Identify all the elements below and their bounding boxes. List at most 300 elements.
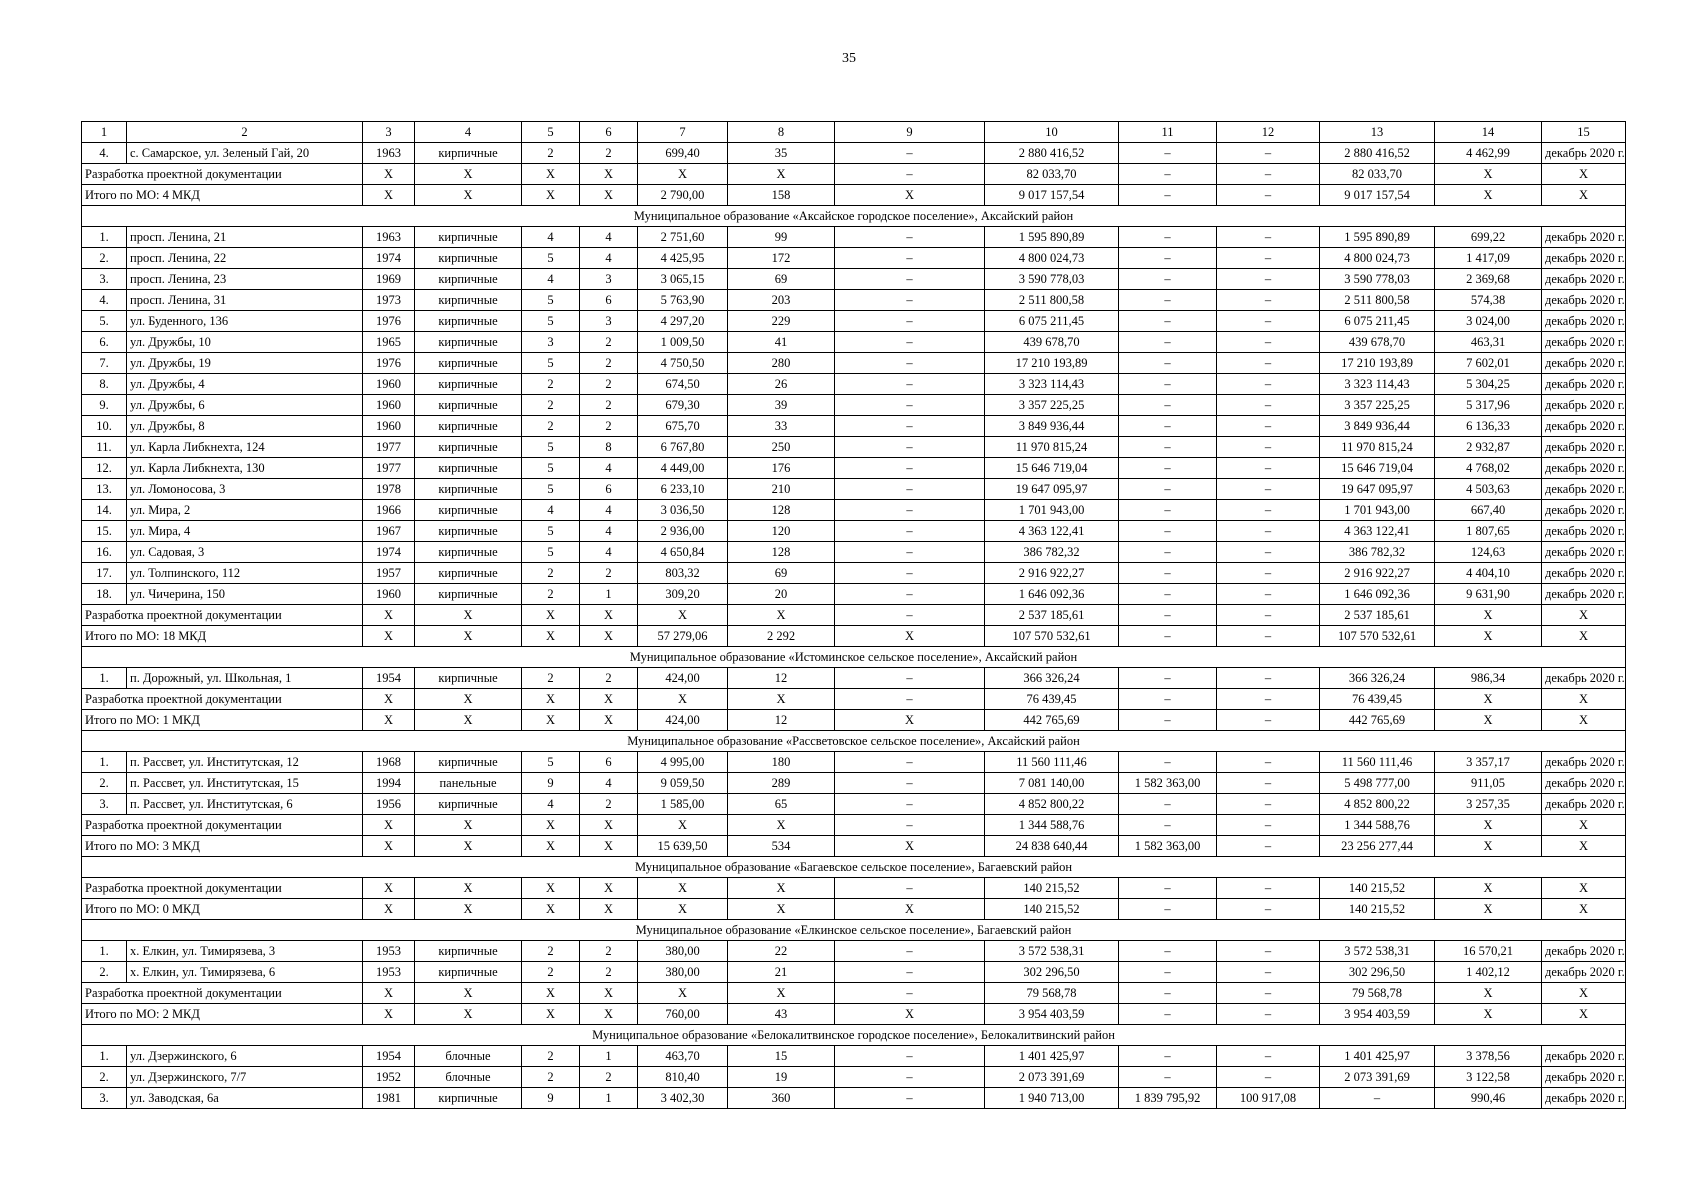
table-cell: 679,30 bbox=[638, 395, 728, 416]
table-cell: 120 bbox=[728, 521, 835, 542]
table-cell: 4 449,00 bbox=[638, 458, 728, 479]
table-cell: 2 751,60 bbox=[638, 227, 728, 248]
table-cell: 21 bbox=[728, 962, 835, 983]
table-cell: 2 bbox=[522, 416, 580, 437]
table-cell: 5 bbox=[522, 311, 580, 332]
section-header-row bbox=[82, 920, 1626, 941]
table-cell: – bbox=[835, 290, 985, 311]
summary-label: Разработка проектной документации bbox=[82, 815, 363, 836]
column-number-cell: 11 bbox=[1119, 122, 1217, 143]
table-cell: 2 bbox=[580, 374, 638, 395]
table-cell: 386 782,32 bbox=[985, 542, 1119, 563]
table-cell: 16 570,21 bbox=[1435, 941, 1542, 962]
row-number: 4. bbox=[82, 290, 127, 311]
table-cell: 79 568,78 bbox=[985, 983, 1119, 1004]
table-cell: X bbox=[522, 689, 580, 710]
address-cell: п. Рассвет, ул. Институтская, 6 bbox=[127, 794, 363, 815]
table-cell: X bbox=[580, 815, 638, 836]
table-cell: – bbox=[1119, 353, 1217, 374]
table-cell: X bbox=[580, 626, 638, 647]
table-cell: X bbox=[1435, 710, 1542, 731]
table-row bbox=[82, 248, 1626, 269]
table-cell: – bbox=[1119, 668, 1217, 689]
table-cell: декабрь 2020 г. bbox=[1542, 437, 1626, 458]
table-cell: – bbox=[835, 332, 985, 353]
table-cell: 4 bbox=[580, 248, 638, 269]
table-cell: 1 701 943,00 bbox=[985, 500, 1119, 521]
table-cell: – bbox=[835, 542, 985, 563]
table-cell: – bbox=[835, 374, 985, 395]
table-cell: 1957 bbox=[363, 563, 415, 584]
table-cell: 2 bbox=[580, 416, 638, 437]
table-cell: 3 257,35 bbox=[1435, 794, 1542, 815]
table-cell: 3 572 538,31 bbox=[1320, 941, 1435, 962]
table-cell: – bbox=[1119, 1067, 1217, 1088]
table-cell: X bbox=[522, 185, 580, 206]
table-cell: 3 590 778,03 bbox=[1320, 269, 1435, 290]
table-cell: 380,00 bbox=[638, 962, 728, 983]
table-cell: кирпичные bbox=[415, 290, 522, 311]
address-cell: ул. Буденного, 136 bbox=[127, 311, 363, 332]
table-cell: – bbox=[1119, 227, 1217, 248]
table-cell: 1 bbox=[580, 1088, 638, 1109]
table-row bbox=[82, 500, 1626, 521]
table-cell: X bbox=[522, 815, 580, 836]
table-cell: 3 357 225,25 bbox=[1320, 395, 1435, 416]
table-cell: 1 807,65 bbox=[1435, 521, 1542, 542]
table-cell: 124,63 bbox=[1435, 542, 1542, 563]
row-number: 2. bbox=[82, 773, 127, 794]
table-cell: X bbox=[728, 899, 835, 920]
table-cell: – bbox=[1217, 815, 1320, 836]
table-cell: – bbox=[1217, 479, 1320, 500]
table-cell: 4 bbox=[522, 269, 580, 290]
table-row bbox=[82, 332, 1626, 353]
table-cell: X bbox=[363, 710, 415, 731]
table-cell: X bbox=[1435, 1004, 1542, 1025]
table-cell: – bbox=[1217, 290, 1320, 311]
address-cell: просп. Ленина, 21 bbox=[127, 227, 363, 248]
row-number: 18. bbox=[82, 584, 127, 605]
table-cell: 1956 bbox=[363, 794, 415, 815]
table-cell: 4 363 122,41 bbox=[1320, 521, 1435, 542]
table-cell: – bbox=[835, 311, 985, 332]
table-cell: 6 075 211,45 bbox=[985, 311, 1119, 332]
table-cell: декабрь 2020 г. bbox=[1542, 563, 1626, 584]
table-cell: X bbox=[415, 689, 522, 710]
table-cell: – bbox=[1119, 962, 1217, 983]
table-cell: декабрь 2020 г. bbox=[1542, 542, 1626, 563]
table-cell: 4 800 024,73 bbox=[985, 248, 1119, 269]
row-number: 12. bbox=[82, 458, 127, 479]
table-cell: 1 646 092,36 bbox=[1320, 584, 1435, 605]
table-row bbox=[82, 395, 1626, 416]
section-title: Муниципальное образование «Рассветовское сельское поселение», Аксайский район bbox=[82, 731, 1626, 752]
table-cell: декабрь 2020 г. bbox=[1542, 269, 1626, 290]
table-cell: 82 033,70 bbox=[985, 164, 1119, 185]
table-row bbox=[82, 563, 1626, 584]
table-cell: 3 036,50 bbox=[638, 500, 728, 521]
table-cell: 2 bbox=[580, 143, 638, 164]
table-cell: X bbox=[363, 605, 415, 626]
table-cell: 1 344 588,76 bbox=[1320, 815, 1435, 836]
table-row bbox=[82, 773, 1626, 794]
table-cell: 2 bbox=[522, 395, 580, 416]
table-cell: 2 bbox=[522, 962, 580, 983]
table-cell: X bbox=[522, 605, 580, 626]
table-cell: 2 bbox=[580, 941, 638, 962]
table-cell: – bbox=[835, 143, 985, 164]
table-cell: 5 bbox=[522, 458, 580, 479]
column-number-cell: 4 bbox=[415, 122, 522, 143]
table-cell: X bbox=[1542, 878, 1626, 899]
table-cell: 4 bbox=[522, 227, 580, 248]
table-cell: 380,00 bbox=[638, 941, 728, 962]
table-cell: 2 880 416,52 bbox=[1320, 143, 1435, 164]
table-cell: 19 bbox=[728, 1067, 835, 1088]
row-number: 10. bbox=[82, 416, 127, 437]
address-cell: ул. Заводская, 6а bbox=[127, 1088, 363, 1109]
table-cell: декабрь 2020 г. bbox=[1542, 500, 1626, 521]
section-title: Муниципальное образование «Истоминское сельское поселение», Аксайский район bbox=[82, 647, 1626, 668]
table-cell: X bbox=[638, 605, 728, 626]
table-cell: 6 767,80 bbox=[638, 437, 728, 458]
table-cell: 33 bbox=[728, 416, 835, 437]
table-cell: декабрь 2020 г. bbox=[1542, 374, 1626, 395]
summary-row bbox=[82, 164, 1626, 185]
table-cell: 4 768,02 bbox=[1435, 458, 1542, 479]
table-row bbox=[82, 521, 1626, 542]
table-cell: X bbox=[835, 626, 985, 647]
table-cell: 128 bbox=[728, 500, 835, 521]
table-cell: – bbox=[1119, 794, 1217, 815]
table-cell: – bbox=[835, 479, 985, 500]
table-cell: 1 bbox=[580, 1046, 638, 1067]
table-cell: – bbox=[835, 458, 985, 479]
table-cell: X bbox=[728, 983, 835, 1004]
table-row bbox=[82, 941, 1626, 962]
table-cell: 4 503,63 bbox=[1435, 479, 1542, 500]
column-number-cell: 2 bbox=[127, 122, 363, 143]
table-cell: 250 bbox=[728, 437, 835, 458]
table-cell: 674,50 bbox=[638, 374, 728, 395]
table-cell: 8 bbox=[580, 437, 638, 458]
table-cell: – bbox=[1217, 416, 1320, 437]
table-row bbox=[82, 794, 1626, 815]
table-body bbox=[82, 122, 1626, 1109]
table-cell: 229 bbox=[728, 311, 835, 332]
table-cell: декабрь 2020 г. bbox=[1542, 668, 1626, 689]
table-cell: 2 bbox=[580, 668, 638, 689]
table-cell: декабрь 2020 г. bbox=[1542, 773, 1626, 794]
table-cell: 2 537 185,61 bbox=[985, 605, 1119, 626]
table-cell: 366 326,24 bbox=[985, 668, 1119, 689]
table-cell: 1 582 363,00 bbox=[1119, 773, 1217, 794]
table-row bbox=[82, 269, 1626, 290]
table-cell: панельные bbox=[415, 773, 522, 794]
table-cell: кирпичные bbox=[415, 542, 522, 563]
table-cell: 2 bbox=[522, 668, 580, 689]
table-cell: 11 560 111,46 bbox=[1320, 752, 1435, 773]
column-number-cell: 10 bbox=[985, 122, 1119, 143]
table-cell: декабрь 2020 г. bbox=[1542, 794, 1626, 815]
table-cell: 1963 bbox=[363, 143, 415, 164]
table-cell: – bbox=[835, 752, 985, 773]
address-cell: х. Елкин, ул. Тимирязева, 3 bbox=[127, 941, 363, 962]
table-cell: 2 bbox=[580, 353, 638, 374]
table-cell: кирпичные bbox=[415, 1088, 522, 1109]
table-cell: 140 215,52 bbox=[1320, 878, 1435, 899]
table-cell: декабрь 2020 г. bbox=[1542, 395, 1626, 416]
summary-row bbox=[82, 626, 1626, 647]
table-cell: – bbox=[1217, 227, 1320, 248]
table-cell: кирпичные bbox=[415, 395, 522, 416]
table-cell: 1967 bbox=[363, 521, 415, 542]
table-cell: 2 bbox=[580, 395, 638, 416]
address-cell: просп. Ленина, 31 bbox=[127, 290, 363, 311]
table-cell: 3 bbox=[522, 332, 580, 353]
table-cell: 6 075 211,45 bbox=[1320, 311, 1435, 332]
summary-row bbox=[82, 878, 1626, 899]
table-row bbox=[82, 311, 1626, 332]
row-number: 1. bbox=[82, 1046, 127, 1067]
table-cell: 35 bbox=[728, 143, 835, 164]
table-cell: 360 bbox=[728, 1088, 835, 1109]
table-cell: – bbox=[1119, 416, 1217, 437]
table-row bbox=[82, 1088, 1626, 1109]
table-cell: – bbox=[1217, 794, 1320, 815]
row-number: 1. bbox=[82, 941, 127, 962]
table-cell: 911,05 bbox=[1435, 773, 1542, 794]
table-cell: X bbox=[1435, 983, 1542, 1004]
table-cell: кирпичные bbox=[415, 458, 522, 479]
table-cell: X bbox=[1542, 1004, 1626, 1025]
table-cell: X bbox=[580, 710, 638, 731]
table-cell: 1960 bbox=[363, 374, 415, 395]
table-cell: 9 059,50 bbox=[638, 773, 728, 794]
table-cell: 65 bbox=[728, 794, 835, 815]
table-cell: 172 bbox=[728, 248, 835, 269]
summary-label: Разработка проектной документации bbox=[82, 605, 363, 626]
table-cell: X bbox=[415, 164, 522, 185]
table-cell: – bbox=[835, 500, 985, 521]
table-cell: 100 917,08 bbox=[1217, 1088, 1320, 1109]
table-cell: 7 602,01 bbox=[1435, 353, 1542, 374]
summary-row bbox=[82, 689, 1626, 710]
address-cell: ул. Ломоносова, 3 bbox=[127, 479, 363, 500]
table-cell: – bbox=[1217, 332, 1320, 353]
table-cell: X bbox=[580, 878, 638, 899]
table-cell: X bbox=[1435, 164, 1542, 185]
table-cell: – bbox=[835, 962, 985, 983]
table-cell: декабрь 2020 г. bbox=[1542, 311, 1626, 332]
table-cell: – bbox=[1119, 311, 1217, 332]
table-cell: 2 292 bbox=[728, 626, 835, 647]
table-cell: – bbox=[1217, 248, 1320, 269]
table-cell: X bbox=[580, 689, 638, 710]
summary-label: Итого по МО: 1 МКД bbox=[82, 710, 363, 731]
table-cell: – bbox=[1119, 983, 1217, 1004]
table-cell: 79 568,78 bbox=[1320, 983, 1435, 1004]
column-number-cell: 1 bbox=[82, 122, 127, 143]
table-cell: 23 256 277,44 bbox=[1320, 836, 1435, 857]
summary-row bbox=[82, 836, 1626, 857]
table-cell: 3 357,17 bbox=[1435, 752, 1542, 773]
table-cell: – bbox=[1217, 773, 1320, 794]
table-cell: 1 344 588,76 bbox=[985, 815, 1119, 836]
table-cell: блочные bbox=[415, 1067, 522, 1088]
table-cell: – bbox=[1320, 1088, 1435, 1109]
table-cell: кирпичные bbox=[415, 563, 522, 584]
table-cell: 11 560 111,46 bbox=[985, 752, 1119, 773]
table-cell: X bbox=[415, 899, 522, 920]
address-cell: просп. Ленина, 23 bbox=[127, 269, 363, 290]
table-cell: X bbox=[363, 899, 415, 920]
table-cell: – bbox=[1119, 752, 1217, 773]
column-number-cell: 6 bbox=[580, 122, 638, 143]
address-cell: ул. Дружбы, 8 bbox=[127, 416, 363, 437]
table-cell: X bbox=[835, 836, 985, 857]
table-cell: декабрь 2020 г. bbox=[1542, 227, 1626, 248]
table-cell: 675,70 bbox=[638, 416, 728, 437]
table-cell: X bbox=[1542, 899, 1626, 920]
table-cell: X bbox=[638, 899, 728, 920]
table-cell: 1974 bbox=[363, 248, 415, 269]
table-cell: 3 323 114,43 bbox=[985, 374, 1119, 395]
table-cell: – bbox=[835, 1067, 985, 1088]
table-row bbox=[82, 458, 1626, 479]
table-cell: 302 296,50 bbox=[985, 962, 1119, 983]
table-cell: кирпичные bbox=[415, 143, 522, 164]
table-cell: X bbox=[728, 164, 835, 185]
table-cell: X bbox=[580, 983, 638, 1004]
table-cell: – bbox=[835, 437, 985, 458]
section-title: Муниципальное образование «Елкинское сельское поселение», Багаевский район bbox=[82, 920, 1626, 941]
table-cell: 810,40 bbox=[638, 1067, 728, 1088]
table-cell: 2 790,00 bbox=[638, 185, 728, 206]
table-cell: 1 940 713,00 bbox=[985, 1088, 1119, 1109]
table-cell: – bbox=[1217, 500, 1320, 521]
table-cell: 6 136,33 bbox=[1435, 416, 1542, 437]
table-cell: 176 bbox=[728, 458, 835, 479]
table-cell: – bbox=[1119, 563, 1217, 584]
table-row bbox=[82, 290, 1626, 311]
table-cell: 4 bbox=[580, 521, 638, 542]
table-cell: 1952 bbox=[363, 1067, 415, 1088]
table-cell: кирпичные bbox=[415, 668, 522, 689]
row-number: 6. bbox=[82, 332, 127, 353]
table-cell: 667,40 bbox=[1435, 500, 1542, 521]
summary-row bbox=[82, 185, 1626, 206]
table-cell: – bbox=[835, 563, 985, 584]
table-cell: X bbox=[363, 815, 415, 836]
table-cell: – bbox=[1217, 605, 1320, 626]
table-cell: 990,46 bbox=[1435, 1088, 1542, 1109]
table-cell: 699,22 bbox=[1435, 227, 1542, 248]
row-number: 7. bbox=[82, 353, 127, 374]
table-cell: 2 916 922,27 bbox=[1320, 563, 1435, 584]
summary-label: Итого по МО: 3 МКД bbox=[82, 836, 363, 857]
table-cell: – bbox=[835, 1046, 985, 1067]
row-number: 13. bbox=[82, 479, 127, 500]
column-number-cell: 9 bbox=[835, 122, 985, 143]
table-cell: – bbox=[1119, 815, 1217, 836]
page-number: 35 bbox=[842, 51, 856, 66]
table-cell: X bbox=[415, 815, 522, 836]
table-cell: – bbox=[835, 353, 985, 374]
table-cell: X bbox=[363, 164, 415, 185]
table-cell: – bbox=[1217, 353, 1320, 374]
table-cell: 128 bbox=[728, 542, 835, 563]
table-cell: 2 bbox=[522, 1067, 580, 1088]
table-cell: 1977 bbox=[363, 458, 415, 479]
table-cell: декабрь 2020 г. bbox=[1542, 290, 1626, 311]
summary-label: Итого по МО: 18 МКД bbox=[82, 626, 363, 647]
table-cell: 15 639,50 bbox=[638, 836, 728, 857]
address-cell: ул. Дружбы, 19 bbox=[127, 353, 363, 374]
table-cell: – bbox=[1119, 500, 1217, 521]
table-cell: декабрь 2020 г. bbox=[1542, 962, 1626, 983]
section-title: Муниципальное образование «Белокалитвинское городское поселение», Белокалитвинский район bbox=[82, 1025, 1626, 1046]
table-cell: 5 bbox=[522, 752, 580, 773]
row-number: 17. bbox=[82, 563, 127, 584]
table-cell: кирпичные bbox=[415, 962, 522, 983]
table-cell: X bbox=[415, 626, 522, 647]
table-cell: 1 417,09 bbox=[1435, 248, 1542, 269]
row-number: 3. bbox=[82, 794, 127, 815]
table-cell: X bbox=[522, 878, 580, 899]
table-cell: 1973 bbox=[363, 290, 415, 311]
table-cell: – bbox=[835, 416, 985, 437]
table-cell: 4 425,95 bbox=[638, 248, 728, 269]
section-header-row bbox=[82, 731, 1626, 752]
table-cell: кирпичные bbox=[415, 521, 522, 542]
table-cell: 2 511 800,58 bbox=[985, 290, 1119, 311]
capital-repair-table bbox=[81, 121, 1626, 1109]
table-row bbox=[82, 479, 1626, 500]
table-cell: 3 378,56 bbox=[1435, 1046, 1542, 1067]
table-cell: X bbox=[1435, 899, 1542, 920]
table-cell: 2 936,00 bbox=[638, 521, 728, 542]
table-cell: 5 bbox=[522, 248, 580, 269]
table-cell: 309,20 bbox=[638, 584, 728, 605]
table-cell: 2 bbox=[580, 794, 638, 815]
table-cell: декабрь 2020 г. bbox=[1542, 1046, 1626, 1067]
table-cell: X bbox=[1542, 605, 1626, 626]
table-cell: 4 995,00 bbox=[638, 752, 728, 773]
table-cell: 4 750,50 bbox=[638, 353, 728, 374]
table-cell: X bbox=[363, 878, 415, 899]
summary-label: Итого по МО: 2 МКД bbox=[82, 1004, 363, 1025]
table-cell: – bbox=[1119, 899, 1217, 920]
table-cell: 17 210 193,89 bbox=[985, 353, 1119, 374]
table-cell: X bbox=[638, 689, 728, 710]
row-number: 2. bbox=[82, 962, 127, 983]
table-cell: X bbox=[363, 1004, 415, 1025]
address-cell: ул. Дзержинского, 6 bbox=[127, 1046, 363, 1067]
table-cell: 2 bbox=[522, 1046, 580, 1067]
table-cell: 1 582 363,00 bbox=[1119, 836, 1217, 857]
table-cell: 424,00 bbox=[638, 668, 728, 689]
table-cell: X bbox=[415, 1004, 522, 1025]
table-cell: 39 bbox=[728, 395, 835, 416]
table-cell: X bbox=[580, 1004, 638, 1025]
table-cell: 2 bbox=[522, 584, 580, 605]
table-cell: – bbox=[1119, 479, 1217, 500]
table-cell: кирпичные bbox=[415, 437, 522, 458]
table-cell: 22 bbox=[728, 941, 835, 962]
table-cell: X bbox=[1542, 983, 1626, 1004]
